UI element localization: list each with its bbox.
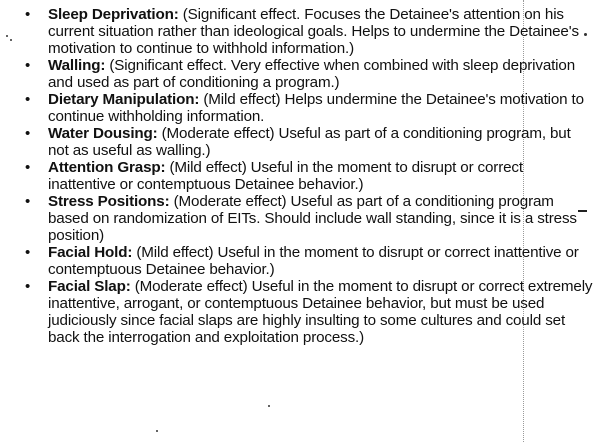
technique-description: (Moderate effect) Useful in the moment to disrupt or correct extremely inattentive, arrogant, or contemptuous Detainee behavior, but must be used judiciously since facial slaps are highly insulting to some cultures and could set back the interrogation and exploitation process.)	[48, 278, 593, 346]
technique-description: (Mild effect) Useful in the moment to disrupt or correct inattentive or contemptuous Detainee behavior.)	[48, 244, 579, 278]
bullet-icon: •	[25, 244, 31, 262]
list-item	[22, 126, 594, 160]
bullet-icon: •	[25, 159, 31, 177]
technique-description: (Mild effect) Useful in the moment to disrupt or correct inattentive or contemptuous Detainee behavior.)	[48, 159, 523, 193]
list-item	[22, 160, 594, 194]
technique-name: Attention Grasp:	[48, 159, 166, 177]
list-item	[22, 245, 594, 279]
technique-description: (Moderate effect) Useful as part of a conditioning program, but not as useful as walling.)	[48, 125, 571, 159]
technique-name: Facial Hold:	[48, 244, 133, 262]
bullet-icon: •	[25, 193, 31, 211]
scan-speck	[6, 35, 8, 37]
technique-name: Dietary Manipulation:	[48, 90, 200, 108]
technique-description: (Mild effect) Helps undermine the Detainee's motivation to continue withholding information.	[48, 90, 584, 125]
technique-list	[22, 7, 594, 347]
technique-name: Water Dousing:	[48, 125, 158, 143]
technique-description: (Significant effect. Very effective when combined with sleep deprivation and used as part of conditioning a program.)	[48, 56, 576, 91]
technique-description: (Moderate effect) Useful as part of a conditioning program based on randomization of EITs. Should include wall standing, since it is a stress position)	[48, 193, 577, 244]
bullet-icon: •	[25, 90, 31, 108]
technique-name: Sleep Deprivation:	[48, 6, 179, 23]
list-item	[22, 7, 594, 57]
technique-description: (Significant effect. Focuses the Detainee's attention on his current situation rather than ideological goals. Helps to undermine the Detainee's motivation to continue to withhold information.)	[48, 6, 579, 57]
technique-name: Facial Slap:	[48, 278, 131, 296]
scan-speck	[10, 39, 12, 41]
list-item	[22, 194, 594, 244]
list-item	[22, 279, 594, 346]
bullet-icon: •	[25, 56, 31, 74]
bullet-icon: •	[25, 278, 31, 296]
bullet-icon: •	[25, 6, 31, 23]
technique-name: Stress Positions:	[48, 193, 170, 211]
scan-speck	[156, 430, 158, 432]
list-item	[22, 92, 594, 126]
scan-speck	[268, 405, 270, 407]
bullet-icon: •	[25, 125, 31, 143]
technique-name: Walling:	[48, 56, 106, 74]
list-item	[22, 58, 594, 92]
